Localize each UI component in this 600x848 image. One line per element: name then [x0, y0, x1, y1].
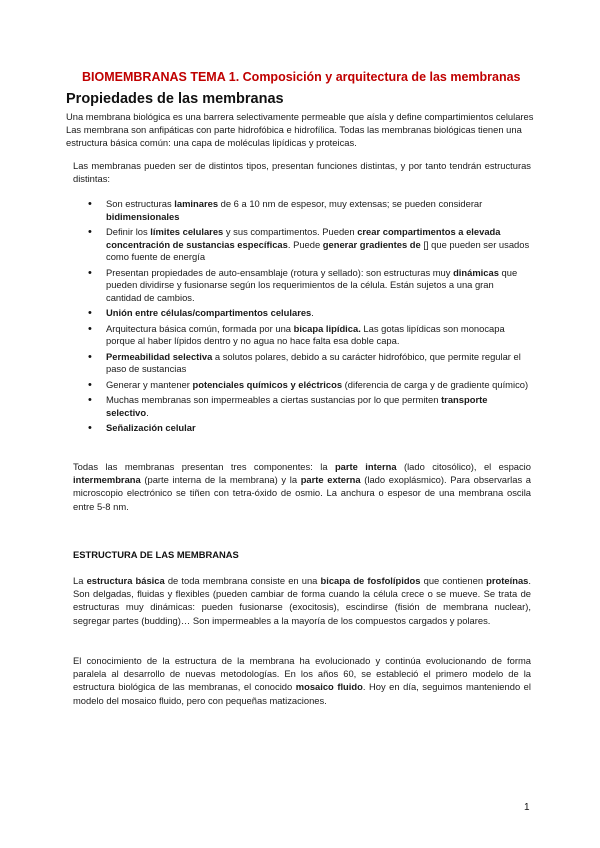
section-title: Propiedades de las membranas [66, 91, 284, 107]
list-item: • Unión entre células/compartimentos celulares. [80, 307, 530, 320]
list-item: • Son estructuras laminares de 6 a 10 nm de espesor, muy extensas; se pueden considerar bidimensionales [80, 198, 530, 223]
intro-line-1: Una membrana biológica es una barrera selectivamente permeable que aísla y define compartimientos celulares [66, 111, 534, 122]
list-item: • Presentan propiedades de auto-ensamblaje (rotura y sellado): son estructuras muy dinámicas que pueden dividirse y fusionarse según los requerimientos de la célula. Están sujetos a una gran cantidad de cambios. [80, 267, 530, 305]
structure-paragraph: La estructura básica de toda membrana consiste en una bicapa de fosfolípidos que contienen proteínas. Son delgadas, fluidas y flexibles (pueden cambiar de forma cuando la célula crece o se mueve. Se trata de estructuras muy dinámicas: pueden fusionarse (exocitosis), escindirse (fisión de membrana nuclear), segregar partes (budding)… Son impermeables a la mayoría de los compuestos cargados y polares. [73, 575, 531, 626]
intro-paragraph [66, 110, 546, 150]
intro-line-2: Las membrana son anfipáticas con parte hidrofóbica e hidrofílica. Todas las membranas biológicas tienen una estructura básica común: una capa de moléculas lipídicas y proteicas. [66, 124, 522, 149]
list-item: • Permeabilidad selectiva a solutos polares, debido a su carácter hidrofóbico, que permite regular el paso de sustancias [80, 351, 530, 376]
components-paragraph: Todas las membranas presentan tres componentes: la parte interna (lado citosólico), el espacio intermembrana (parte interna de la membrana) y la parte externa (lado exoplásmico). Para observarlas a microscopio electrónico se tiñen con tetra-óxido de osmio. La anchura o espesor de una membrana oscila entre 5-8 nm. [73, 461, 531, 512]
document-title: BIOMEMBRANAS TEMA 1. Composición y arquitectura de las membranas [82, 70, 521, 84]
list-item: • Definir los límites celulares y sus compartimentos. Pueden crear compartimentos a elevada concentración de sustancias específicas. Puede generar gradientes de [] que pueden ser usados como fuente de energía [80, 226, 530, 264]
page-number: 1 [524, 802, 530, 813]
list-item: • Muchas membranas son impermeables a ciertas sustancias por lo que permiten transporte selectivo. [80, 394, 530, 419]
list-item: • Arquitectura básica común, formada por una bicapa lipídica. Las gotas lipídicas son monocapa porque al haber lípidos dentro y no agua no hace falta esa doble capa. [80, 323, 530, 348]
history-paragraph: El conocimiento de la estructura de la membrana ha evolucionado y continúa evolucionando de forma paralela al desarrollo de nuevas metodologías. En los años 60, se estableció el primero modelo de la estructura biológica de las membranas, el conocido mosaico fluido. Hoy en día, seguimos manteniendo el modelo del mosaico fluido, pero con pequeñas matizaciones. [73, 655, 531, 706]
section-heading: ESTRUCTURA DE LAS MEMBRANAS [73, 549, 239, 560]
properties-list [80, 198, 530, 438]
types-paragraph: Las membranas pueden ser de distintos tipos, presentan funciones distintas, y por tanto tendrán estructuras distintas: [73, 160, 531, 185]
list-item: • Señalización celular [80, 422, 530, 435]
list-item: • Generar y mantener potenciales químicos y eléctricos (diferencia de carga y de gradiente químico) [80, 379, 530, 392]
